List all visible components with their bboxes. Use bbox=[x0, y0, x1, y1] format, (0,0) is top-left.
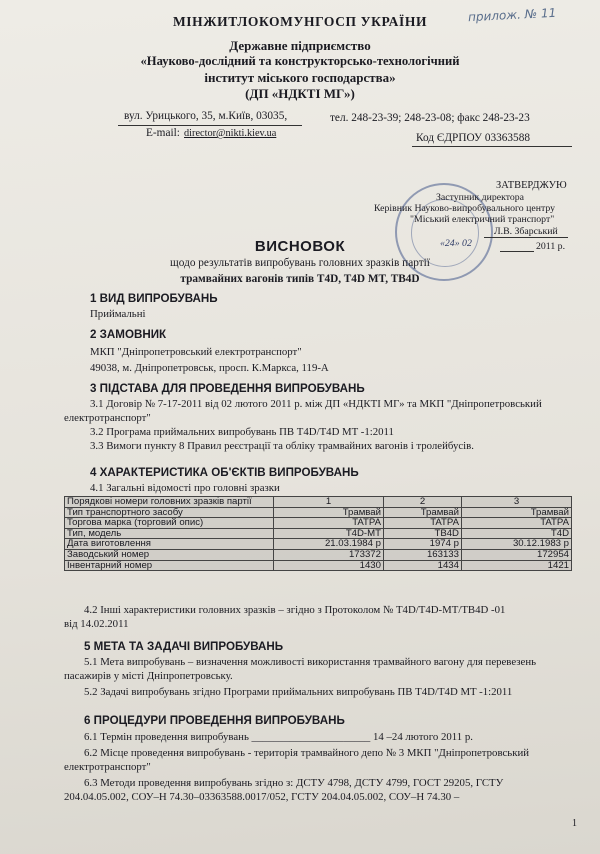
edrpou-code: Код ЄДРПОУ 03363588 bbox=[416, 132, 531, 144]
procedure-item-3: 6.3 Методи проведення випробувань згідно з: ДСТУ 4798, ДСТУ 4799, ГОСТ 29205, ГСТУ bbox=[84, 777, 504, 789]
goal-item-1: 5.1 Мета випробувань – визначення можливості використання трамвайного вагону для перевезень bbox=[84, 656, 537, 668]
phones: тел. 248-23-39; 248-23-08; факс 248-23-23 bbox=[330, 112, 530, 124]
table-row bbox=[65, 507, 572, 518]
table-cell: 21.03.1984 р bbox=[274, 539, 384, 550]
table-cell: 1430 bbox=[274, 560, 384, 571]
table-cell: TATPA bbox=[461, 518, 571, 529]
other-characteristics-date: від 14.02.2011 bbox=[64, 618, 129, 630]
table-cell: 1421 bbox=[461, 560, 571, 571]
subtitle-line-1: щодо результатів випробувань головних зразків партії bbox=[170, 257, 430, 269]
section-5-heading: 5 МЕТА ТА ЗАДАЧІ ВИПРОБУВАНЬ bbox=[84, 640, 284, 653]
goal-item-2: 5.2 Задачі випробувань згідно Програми приймальних випробувань ПВ T4D/T4D MT -1:2011 bbox=[84, 686, 513, 698]
subtitle-line-2: трамвайних вагонів типів T4D, T4D MT, TB4D bbox=[180, 273, 420, 285]
approve-label: ЗАТВЕРДЖУЮ bbox=[496, 180, 567, 191]
org-line-3: інститут міського господарства» bbox=[204, 70, 396, 85]
table-cell: TB4D bbox=[383, 528, 461, 539]
customer-address: 49038, м. Дніпропетровськ, просп. К.Маркса, 119-А bbox=[90, 362, 329, 374]
table-row bbox=[65, 539, 572, 550]
table-header-cell: 3 bbox=[461, 497, 571, 508]
goal-item-1-cont: пасажирів у місті Дніпропетровську. bbox=[64, 670, 233, 682]
table-cell: TATPA bbox=[274, 518, 384, 529]
approval-date: «24» 02 bbox=[440, 238, 472, 249]
approval-line-2: Керівник Науково-випробувального центру bbox=[374, 203, 556, 214]
table-cell: Інвентарний номер bbox=[65, 560, 274, 571]
ministry-name: МІНЖИТЛОКОМУНГОСП УКРАЇНИ bbox=[172, 14, 428, 29]
table-cell: Торгова марка (торговий опис) bbox=[65, 518, 274, 529]
approval-line-1: Заступник директора bbox=[436, 192, 524, 203]
table-row bbox=[65, 518, 572, 529]
table-cell: T4D-MT bbox=[274, 528, 384, 539]
approval-year: 2011 р. bbox=[536, 241, 566, 252]
procedure-item-1: 6.1 Термін проведення випробувань ______________________ 14 –24 лютого 2011 р. bbox=[84, 731, 473, 743]
table-cell: T4D bbox=[461, 528, 571, 539]
other-characteristics: 4.2 Інші характеристики головних зразків – згідно з Протоколом № T4D/T4D-MT/TB4D -01 bbox=[84, 604, 506, 616]
table-cell: Тип транспортного засобу bbox=[65, 507, 274, 518]
section-1-heading: 1 ВИД ВИПРОБУВАНЬ bbox=[90, 292, 218, 305]
table-row bbox=[65, 560, 572, 571]
table-cell: 30.12.1983 р bbox=[461, 539, 571, 550]
section-6-heading: 6 ПРОЦЕДУРИ ПРОВЕДЕННЯ ВИПРОБУВАНЬ bbox=[84, 714, 345, 727]
table-header-cell: 1 bbox=[274, 497, 384, 508]
procedure-item-2: 6.2 Місце проведення випробувань - територія трамвайного депо № 3 МКП "Дніпропетровський bbox=[84, 747, 530, 759]
table-cell: Трамвай bbox=[274, 507, 384, 518]
table-cell: Заводський номер bbox=[65, 549, 274, 560]
table-cell: TATPA bbox=[383, 518, 461, 529]
table-cell: 172954 bbox=[461, 549, 571, 560]
org-line-2: «Науково-дослідний та конструкторсько-технологічний bbox=[140, 54, 460, 68]
table-cell: Тип, модель bbox=[65, 528, 274, 539]
table-header-row bbox=[65, 497, 572, 508]
basis-item-2: 3.2 Програма приймальних випробувань ПВ T4D/T4D MT -1:2011 bbox=[90, 426, 394, 438]
customer-name: МКП "Дніпропетровський електротранспорт" bbox=[90, 346, 302, 358]
table-cell: 1974 р bbox=[383, 539, 461, 550]
approver-name: Л.В. Збарський bbox=[494, 226, 558, 237]
procedure-item-3-cont: 204.04.05.002, СОУ–Н 74.30–03363588.0017/052, ГСТУ 204.04.05.002, СОУ–Н 74.30 – bbox=[64, 791, 460, 803]
section-2-heading: 2 ЗАМОВНИК bbox=[90, 328, 167, 341]
table-cell: Трамвай bbox=[383, 507, 461, 518]
table-cell: 163133 bbox=[383, 549, 461, 560]
basis-item-1-cont: електротранспорт" bbox=[64, 412, 151, 424]
handwritten-note: прилож. № 11 bbox=[467, 5, 557, 25]
table-header-cell: 2 bbox=[383, 497, 461, 508]
procedure-item-2-cont: електротранспорт" bbox=[64, 761, 151, 773]
basis-item-3: 3.3 Вимоги пункту 8 Правил реєстрації та обліку трамвайних вагонів і тролейбусів. bbox=[90, 440, 474, 452]
address: вул. Урицького, 35, м.Київ, 03035, bbox=[124, 110, 288, 122]
email-link[interactable]: director@nikti.kiev.ua bbox=[184, 128, 277, 139]
table-cell: Трамвай bbox=[461, 507, 571, 518]
org-line-1: Державне підприємство bbox=[229, 38, 371, 53]
samples-table bbox=[64, 496, 572, 571]
table-cell: Дата виготовлення bbox=[65, 539, 274, 550]
section-3-heading: 3 ПІДСТАВА ДЛЯ ПРОВЕДЕННЯ ВИПРОБУВАНЬ bbox=[90, 382, 365, 395]
approval-line-3: "Міський електричний транспорт" bbox=[410, 214, 555, 225]
table-cell: 173372 bbox=[274, 549, 384, 560]
table-row bbox=[65, 549, 572, 560]
email-label: E-mail: bbox=[146, 127, 180, 139]
address-underline bbox=[118, 125, 302, 126]
basis-item-1: 3.1 Договір № 7-17-2011 від 02 лютого 2011 р. між ДП «НДКТІ МГ» та МКП "Дніпропетровський bbox=[90, 398, 542, 410]
edrpou-underline bbox=[412, 146, 572, 147]
table-cell: 1434 bbox=[383, 560, 461, 571]
org-line-4: (ДП «НДКТІ МГ») bbox=[245, 86, 355, 101]
page-number: 1 bbox=[572, 818, 577, 829]
section-4-heading: 4 ХАРАКТЕРИСТИКА ОБ'ЄКТІВ ВИПРОБУВАНЬ bbox=[90, 466, 359, 479]
table-row bbox=[65, 528, 572, 539]
general-info-caption: 4.1 Загальні відомості про головні зразки bbox=[90, 482, 280, 494]
document-title: ВИСНОВОК bbox=[254, 238, 346, 255]
section-1-text: Приймальні bbox=[90, 308, 146, 320]
table-header-cell: Порядкові номери головних зразків партії bbox=[65, 497, 274, 508]
